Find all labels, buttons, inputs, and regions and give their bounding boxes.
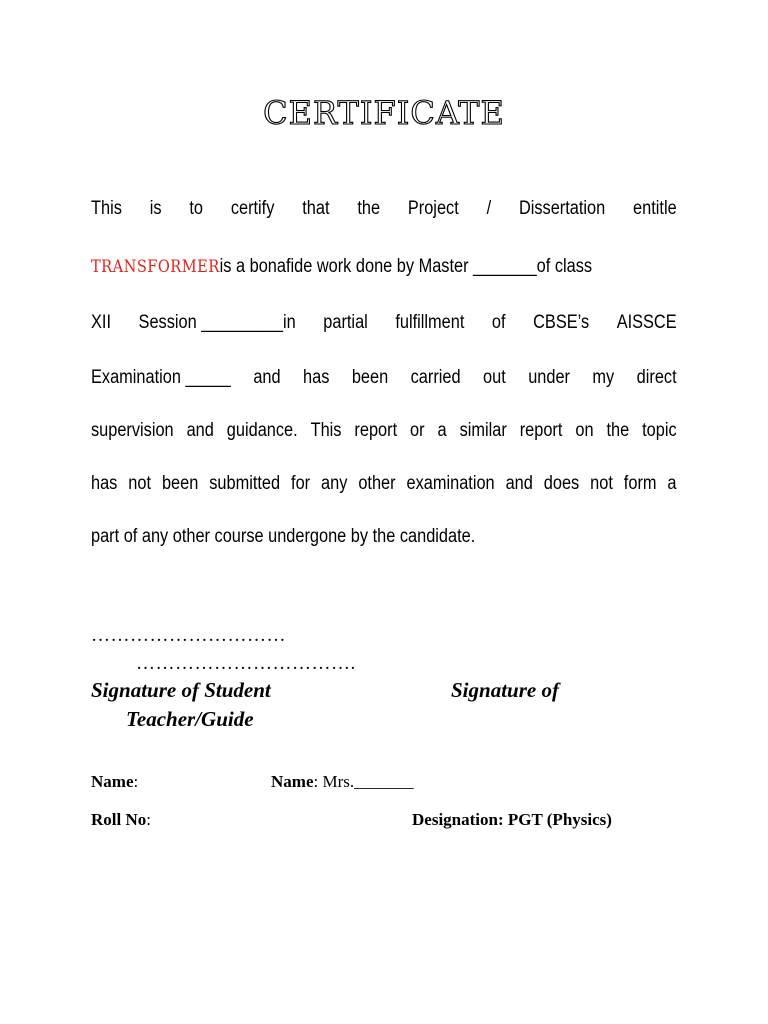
paragraph-word: direct [636, 367, 677, 388]
student-name-label: Name [91, 772, 134, 791]
designation-label: Designation [412, 810, 498, 829]
student-signature-dots: ………………………… [91, 625, 286, 646]
paragraph-word: for [291, 473, 311, 494]
paragraph-word: my [592, 367, 615, 388]
designation-value: : PGT (Physics) [497, 810, 612, 829]
paragraph-word: Project [407, 198, 459, 219]
paragraph-word: carried [410, 367, 461, 388]
paragraph-word: fulfillment [395, 312, 465, 333]
paragraph-word: / [486, 198, 492, 219]
paragraph-word: CBSE’s [533, 312, 590, 333]
paragraph-word: report [354, 420, 398, 441]
paragraph-word: and [253, 367, 281, 388]
paragraph-word: any [321, 473, 348, 494]
paragraph-line-1 [91, 197, 677, 221]
paragraph-word: form [623, 473, 657, 494]
paragraph-word: has [91, 473, 118, 494]
paragraph-line-5 [91, 419, 677, 443]
paragraph-word: been [351, 367, 389, 388]
paragraph-word: submitted [209, 473, 281, 494]
paragraph-word: topic [642, 420, 677, 441]
paragraph-line-2 [91, 255, 595, 279]
paragraph-word: the [357, 198, 381, 219]
roll-no-field [91, 810, 151, 830]
paragraph-word: has [303, 367, 330, 388]
designation-field [412, 810, 612, 830]
paragraph-line-6 [91, 472, 677, 496]
project-title: TRANSFORMER [91, 257, 220, 277]
paragraph-word: or [410, 420, 425, 441]
roll-no-sep: : [146, 810, 151, 829]
paragraph-word: This [310, 420, 342, 441]
paragraph-word: Session _________in [138, 312, 296, 333]
paragraph-word: not [590, 473, 613, 494]
paragraph-word: certify [230, 198, 275, 219]
paragraph-word: out [483, 367, 506, 388]
paragraph-line-7: part of any other course undergone by the candidate. [91, 526, 476, 547]
paragraph-word: been [161, 473, 199, 494]
paragraph-line-3 [91, 311, 677, 335]
paragraph-word: that [302, 198, 330, 219]
paragraph-word: other [358, 473, 396, 494]
paragraph-word: AISSCE [616, 312, 677, 333]
paragraph-word: Dissertation [518, 198, 606, 219]
paragraph-word: report [519, 420, 563, 441]
paragraph-word: partial [323, 312, 368, 333]
paragraph-word: a [437, 420, 447, 441]
teacher-signature-dots: ……………………………. [136, 653, 356, 674]
paragraph-line-4 [91, 366, 677, 390]
paragraph-word: supervision [91, 420, 174, 441]
student-signature-label: Signature of Student [91, 678, 271, 702]
certificate-title: CERTIFICATE [263, 94, 505, 132]
paragraph-word: and [186, 420, 214, 441]
paragraph-word: entitle [633, 198, 677, 219]
paragraph-word: XII [91, 312, 111, 333]
student-name-sep: : [133, 772, 139, 791]
student-name-field [91, 772, 138, 792]
teacher-name-value: : Mrs._______ [313, 772, 414, 791]
teacher-name-label: Name [271, 772, 314, 791]
paragraph-word: and [505, 473, 533, 494]
paragraph-word: not [128, 473, 152, 494]
teacher-name-field [271, 772, 414, 792]
paragraph-word: is [149, 198, 162, 219]
roll-no-label: Roll No [91, 810, 147, 829]
paragraph-word: similar [459, 420, 507, 441]
paragraph-word: does [543, 473, 580, 494]
teacher-signature-label: Signature of [451, 678, 559, 702]
paragraph-line-2-text: is a bonafide work done by Master _______of class [219, 256, 593, 277]
paragraph-word: to [189, 198, 203, 219]
teacher-signature-label-2: Teacher/Guide [126, 707, 254, 731]
paragraph-word: on [575, 420, 594, 441]
paragraph-word: guidance. [226, 420, 298, 441]
paragraph-word: the [606, 420, 630, 441]
paragraph-word: of [491, 312, 506, 333]
paragraph-word: a [667, 473, 677, 494]
paragraph-word: This [91, 198, 122, 219]
paragraph-word: Examination _____ [91, 367, 231, 388]
paragraph-word: examination [406, 473, 495, 494]
paragraph-word: under [528, 367, 570, 388]
